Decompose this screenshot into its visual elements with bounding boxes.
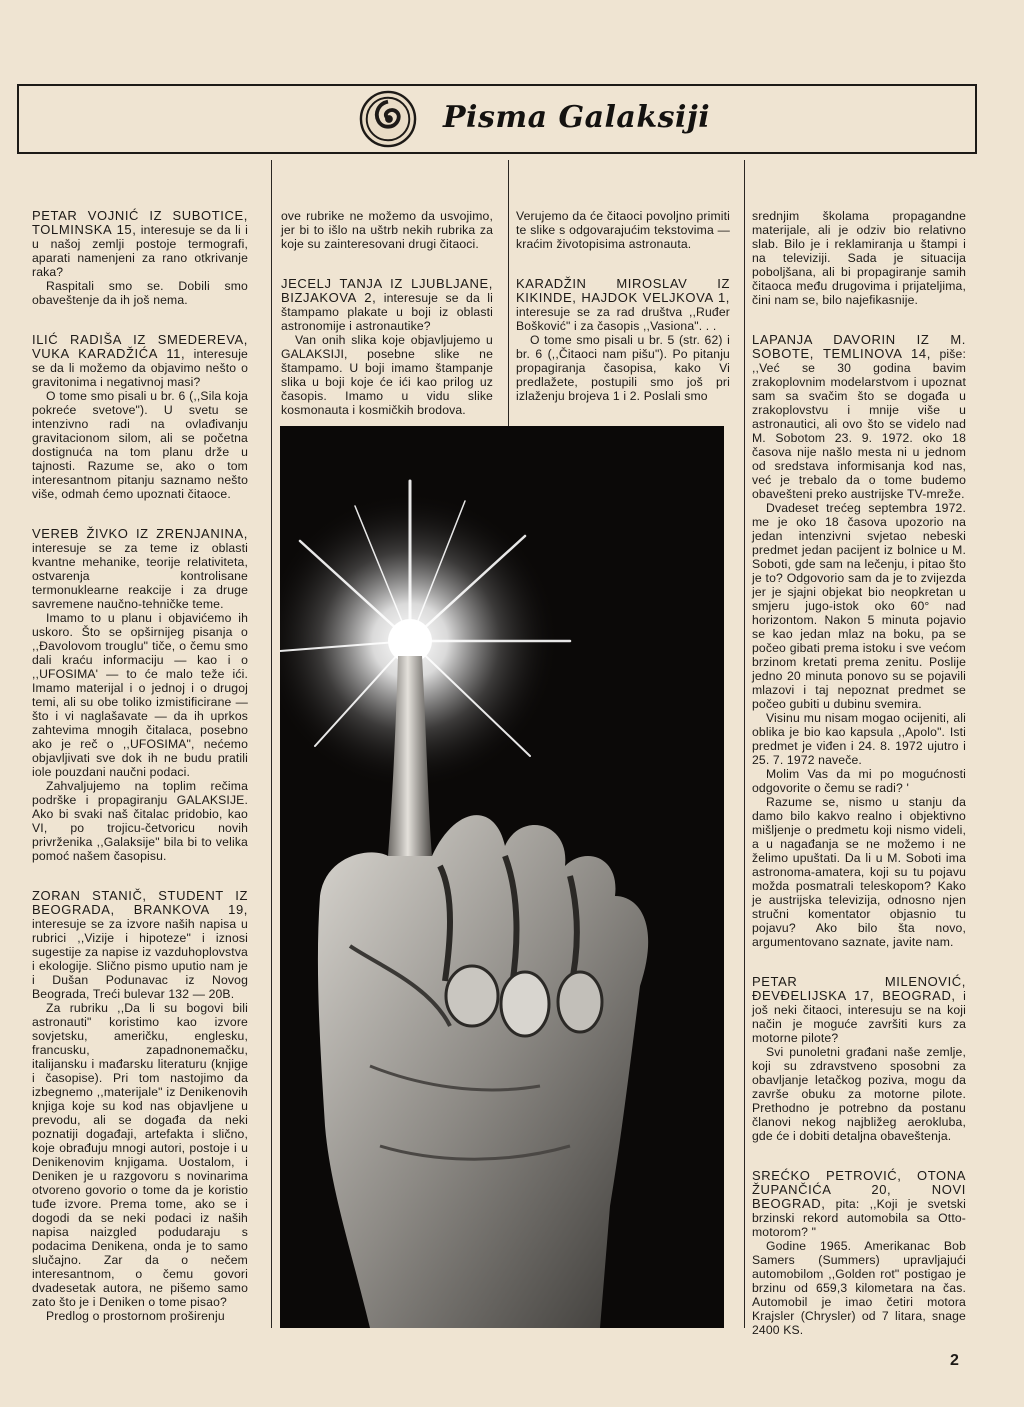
column-2	[281, 209, 493, 443]
column-4	[752, 209, 966, 1363]
column-rule	[744, 160, 745, 1328]
letter-answer: srednjim školama propagandne materijale, ali je odziv bio relativno slab. Bilo je i reklamiranja u štampi i na televiziji. Sada je situacija poboljšana, ali bi propagiranje samih čitaoca među drugovima i prijateljima, čini nam se, bilo najefikasnije.	[752, 209, 966, 307]
letter-answer: O tome smo pisali u br. 5 (str. 62) i br. 6 (,,Čitaoci nam pišu"). Po pitanju propagiranja časopisa, kako Vi predlažete, postupili smo još pri izlaženju brojeva 1 i 2. Poslali smo	[516, 333, 730, 403]
letter-karadzin-continued	[752, 209, 966, 307]
letter-answer: O tome smo pisali u br. 6 (,,Sila koja pokreće svetove"). U svetu se intenzivno radi na ovlađivanju gravitacionom silom, ali se početna dostignuća na tom planu drže u tajnosti. Razume se, ako o tom interesantnom pitanju saznamo nešto više, odmah ćemo upoznati čitaoce.	[32, 389, 248, 501]
column-rule	[271, 160, 272, 1328]
letter-answer: Zahvaljujemo na toplim rečima podrške i propagiranju GALAKSIJE. Ako bi svaki naš čitalac pridobio, kao VI, po trojicu-četvoricu novih privrženika ,,Galaksije" bila bi to velika pomoć našem časopisu.	[32, 779, 248, 863]
letter-heading: LAPANJA DAVORIN IZ M. SOBOTE, TEMLINOVA 14,	[752, 332, 966, 361]
section-title: Pisma Galaksiji	[443, 100, 711, 135]
letter-answer: Van onih slika koje objavljujemo u GALAKSIJI, posebne slike ne štampamo. U boji imamo štampanje slika u boji koje će ići kao prilog uz časopis. Imamo u vidu slike kosmonauta i kosmičkih brodova.	[281, 333, 493, 417]
letter-answer: ove rubrike ne možemo da usvojimo, jer bi to išlo na uštrb nekih rubrika za koje su zainteresovani drugi čitaoci.	[281, 209, 493, 251]
letter-milenovic	[752, 975, 966, 1143]
letter-vereb	[32, 527, 248, 863]
letter-heading: PETAR MILENOVIĆ, ĐEVĐELIJSKA 17, BEOGRAD,	[752, 974, 966, 1003]
letter-heading: ZORAN STANIČ, STUDENT IZ BEOGRADA, BRANKOVA 19,	[32, 888, 248, 917]
letter-question: interesuje se da li i u našoj zemlji postoje termografi, aparati namenjeni za rano otkrivanje raka?	[32, 223, 249, 279]
letter-stanic-continued	[281, 209, 493, 251]
hand-star-photo	[280, 426, 724, 1328]
letter-answer: Za rubriku ,,Da li su bogovi bili astronauti" koristimo kao izvore sovjetsku, američku, englesku, francusku, zapadnonemačku, italijansku i mađarsku literaturu (knjige i časopise). Pri tom nastojimo da izbegnemo ,,materijale" iz Denikenovih knjiga koje su kod nas objavljene u prevodu, ali se događa da neki poznatiji događaji, artefakta i slično, koje obrađuju mnogi autori, postoje i u Denikenovim knjigama. Uostalom, i Deniken je u razgovoru s novinarima otvoreno govorio o tome da je koristio tuđe izvore. Prema tome, ako se i dogodi da se neki podaci iz naših napisa naizgled podudaraju s podacima Denikena, onda je to samo slučajno. Zar da o nečem interesantnom, o čemu govori dvadesetak autora, ne pišemo samo zato što je i Deniken o tome pisao?	[32, 1001, 248, 1309]
letter-question: i još neki čitaoci, interesuju se na koji način je moguće završiti kurs za motorne pilote?	[752, 989, 966, 1045]
letter-answer: Raspitali smo se. Dobili smo obaveštenje da ih još nema.	[32, 279, 248, 307]
hand-illustration	[280, 426, 724, 1328]
letter-answer: Svi punoletni građani naše zemlje, koji su zdravstveno sposobni za obavljanje letačkog poziva, mogu da završe obuku za motorne pilote. Prethodno je potrebno da postanu članovi nekog najbližeg aerokluba, gde će i dobiti detaljna obaveštenja.	[752, 1045, 966, 1143]
letter-ilic	[32, 333, 248, 501]
letter-question: interesuje se za rad društva ,,Ruđer Bošković" i za časopis ,,Vasiona". . .	[516, 305, 730, 333]
letter-question: pita: ,,Koji je svetski brzinski rekord automobila sa Otto-motorom? "	[752, 1197, 966, 1239]
letter-answer: Dvadeset trećeg septembra 1972. me je oko 18 časova upozorio na jedan intenzivni svjetao nebeski predmet jedan pacijent iz bolnice u M. Soboti, gde sam na lečenju, i pitao što je to? Odgovorio sam da je to zvijezda jer je sjajni objekat bio neopkretan u smjeru jugo-istok oko 60° nad horizontom. Nakon 5 minuta pojavio se kao jedan mlaz na boku, pa se počeo gibati prema istoku i sve većom brzinom kretati prema zenitu. Poslije jedno 20 minuta ponovo su se pojavili mlazovi i taj nepoznat predmet se počeo gubiti u dubinu svemira.	[752, 501, 966, 711]
letter-question: interesuje se za izvore naših napisa u rubrici ,,Vizije i hipoteze" i iznosi sugestije za napise iz vazduhoplovstva i ekologije. Slično pismo uputio nam je i Dušan Podunavac iz Novog Beograda, Treći bulevar 132 — 20B.	[32, 917, 248, 1001]
letter-petrovic	[752, 1169, 966, 1337]
letter-stanic	[32, 889, 248, 1323]
letter-answer: Verujemo da će čitaoci povoljno primiti te slike s odgovarajućim tekstovima — kraćim životopisima astronauta.	[516, 209, 730, 251]
letter-answer: Imamo to u planu i objavićemo ih uskoro. Što se opširnijeg pisanja o ,,Đavolovom trouglu" tiče, o čemu smo dali kraću informaciju — kao i o ,,UFOSIMA' — to će malo teže ići. Imamo materijal i o jednoj i o drugoj temi, ali su obe toliko izmistificirane — što i vi naglašavate — da ih uprkos zahtevima mnogih čitalaca, posebno ako je reč o ,,UFOSIMA", nećemo objavljivati sve dok ih ne budu pratili iole pouzdani naučni podaci.	[32, 611, 248, 779]
letter-heading: VEREB ŽIVKO IZ ZRENJANINA,	[32, 526, 248, 541]
letter-heading: KARADŽIN MIROSLAV IZ KIKINDE, HAJDOK VELJKOVA 1,	[516, 276, 730, 305]
column-rule	[508, 160, 509, 426]
letter-answer: Molim Vas da mi po mogućnosti odgovorite o čemu se radi? '	[752, 767, 966, 795]
letter-karadzin	[516, 277, 730, 403]
letter-question: piše: ,,Već se 30 godina bavim zrakoplovnim modelarstvom i upoznat sam sa svačim što se događa u zrakoplovstvu i mnije više u astronautici, ali ovo što se videlo nad M. Sobotom 23. 9. 1972. oko 18 časova nije našlo mesta ni u jednom od sredstava informisanja kod nas, već je trebalo da o tome budemo obavešteni preko austrijske TV-mreže.	[752, 347, 966, 501]
letter-heading: ILIĆ RADIŠA IZ SMEDEREVA, VUKA KARADŽIĆA 11,	[32, 332, 248, 361]
letter-vojnic	[32, 209, 248, 307]
letter-answer: Razume se, nismo u stanju da damo bilo kakvo realno i objektivno mišljenje o predmetu koji nismo videli, a u nagađanja se ne možemo i ne želimo upuštati. Da li u M. Soboti ima astronoma-amatera, koji su tu pojavu možda posmatrali teleskopom? Kako je austrijska televizija, odnosno njen stručni komentator objasnio tu pojavu? Ako bilo šta novo, argumentovano saznate, javite nam.	[752, 795, 966, 949]
letter-question: interesuje se da li štampamo plakate u boji iz oblasti astronomije i astronautike?	[281, 291, 493, 333]
column-1	[32, 209, 248, 1349]
page-number: 2	[950, 1352, 959, 1369]
letter-answer: Predlog o prostornom proširenju	[46, 1309, 225, 1323]
letter-heading: PETAR VOJNIĆ IZ SUBOTICE, TOLMINSKA 15,	[32, 208, 248, 237]
galaksija-logo-icon	[359, 90, 417, 148]
letter-jecelj	[281, 277, 493, 417]
letter-lapanja	[752, 333, 966, 949]
column-3	[516, 209, 730, 429]
masthead-box	[17, 84, 977, 154]
letter-heading: SREĆKO PETROVIĆ, OTONA ŽUPANČIĆA 20, NOVI BEOGRAD,	[752, 1168, 966, 1211]
letter-jecelj-continued	[516, 209, 730, 251]
letter-question: interesuje se za teme iz oblasti kvantne mehanike, teorije relativiteta, ostvarenja kontrolisane termonuklearne reakcije i za druge savremene naučno-tehničke teme.	[32, 541, 248, 611]
letter-heading: JECELJ TANJA IZ LJUBLJANE, BIZJAKOVA 2,	[281, 276, 493, 305]
letter-answer: Visinu mu nisam mogao ocijeniti, ali oblika je bio kao kapsula ,,Apolo". Isti predmet je viđen i 24. 8. 1972 ujutro i 25. 7. 1972 naveče.	[752, 711, 966, 767]
letter-question: interesuje se da li možemo da objavimo nešto o gravitonima i negativnoj masi?	[32, 347, 248, 389]
letter-answer: Godine 1965. Amerikanac Bob Samers (Summers) upravljajući automobilom ,,Golden rot" postigao je brzinu od 659,3 kilometara na čas. Automobil je imao četiri motora Krajsler (Chrysler) od 7 litara, snage 2400 KS.	[752, 1239, 966, 1337]
